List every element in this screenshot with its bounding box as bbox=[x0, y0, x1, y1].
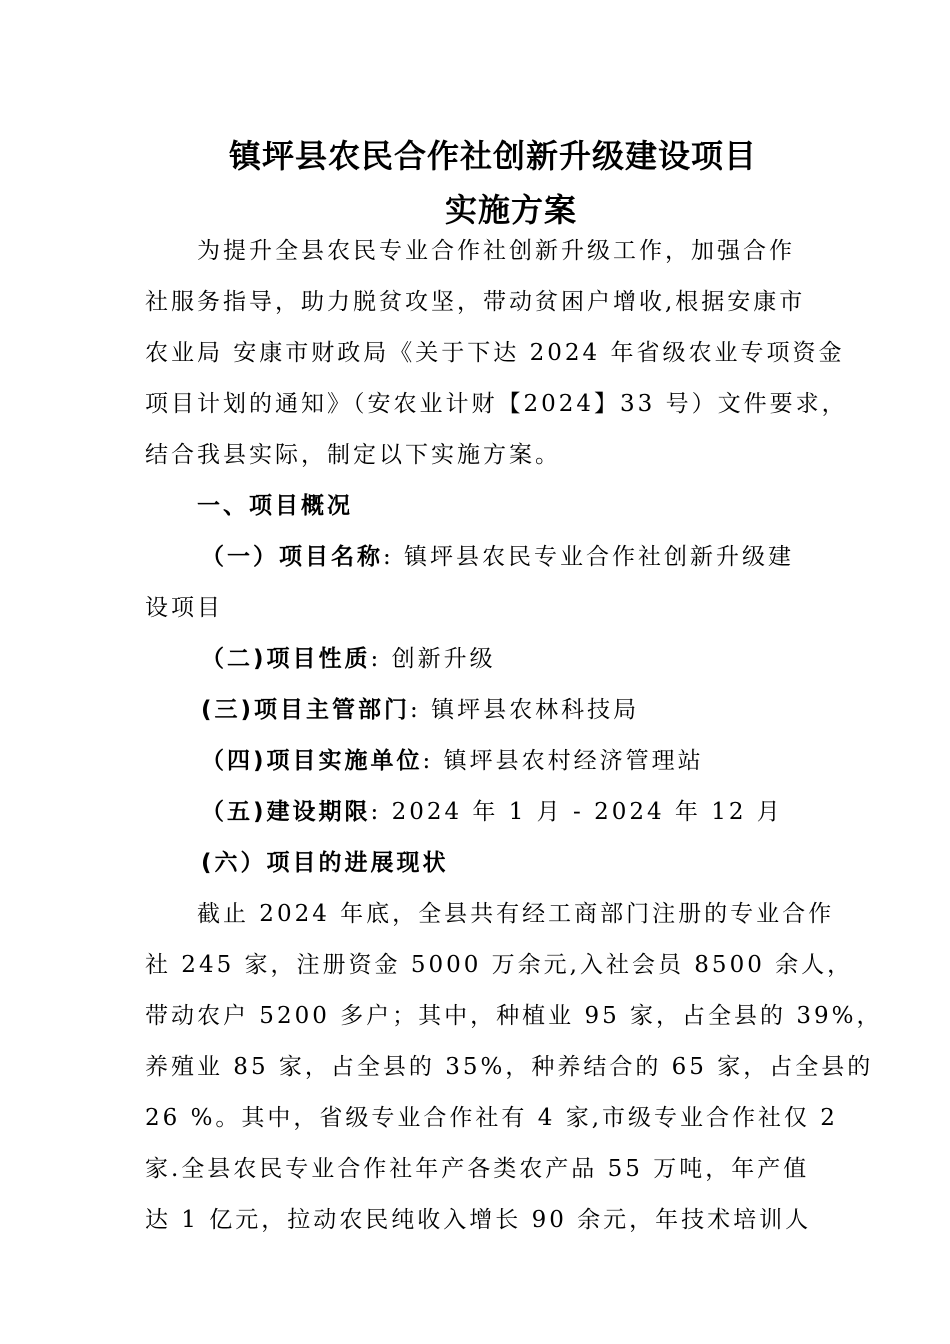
status-line-6: 家.全县农民专业合作社年产各类农产品 55 万吨，年产值 bbox=[145, 1156, 810, 1182]
status-line-3: 带动农户 5200 多户；其中，种植业 95 家，占全县的 39%， bbox=[145, 1003, 883, 1029]
item-nature-label: （二)项目性质 bbox=[201, 646, 371, 672]
item-name-row bbox=[145, 532, 815, 583]
item-nature-value: : 创新升级 bbox=[370, 646, 496, 672]
status-line-4: 养殖业 85 家，占全县的 35%，种养结合的 65 家，占全县的 bbox=[145, 1054, 874, 1080]
item-status-heading: (六）项目的进展现状 bbox=[201, 850, 449, 876]
item-dept-label: (三)项目主管部门 bbox=[201, 697, 411, 723]
status-line-7: 达 1 亿元，拉动农民纯收入增长 90 余元，年技术培训人 bbox=[145, 1207, 812, 1233]
item-period-label: （五)建设期限 bbox=[201, 799, 371, 825]
status-line-1: 截止 2024 年底，全县共有经工商部门注册的专业合作 bbox=[197, 901, 835, 927]
intro-line-3: 农业局 安康市财政局《关于下达 2024 年省级农业专项资金 bbox=[145, 340, 845, 366]
item-dept-value: : 镇坪县农林科技局 bbox=[410, 697, 640, 723]
item-name-label: （一）项目名称 bbox=[201, 544, 383, 570]
item-unit-row bbox=[145, 736, 815, 787]
item-period-value: : 2024 年 1 月 - 2024 年 12 月 bbox=[370, 799, 783, 825]
item-name-value: : 镇坪县农民专业合作社创新升级建 bbox=[383, 544, 795, 570]
document-title-line1: 镇坪县农民合作社创新升级建设项目 bbox=[228, 137, 757, 175]
intro-line-5: 结合我县实际，制定以下实施方案。 bbox=[145, 442, 561, 468]
item-period-row bbox=[145, 787, 815, 838]
item-nature-row bbox=[145, 634, 815, 685]
intro-line-1: 为提升全县农民专业合作社创新升级工作，加强合作 bbox=[197, 238, 795, 264]
section1-heading: 一、项目概况 bbox=[197, 493, 353, 519]
item-unit-value: : 镇坪县农村经济管理站 bbox=[422, 748, 704, 774]
item-unit-label: （四)项目实施单位 bbox=[201, 748, 423, 774]
item-dept-row bbox=[145, 685, 815, 736]
document-body bbox=[145, 226, 883, 1246]
status-line-2: 社 245 家，注册资金 5000 万余元,入社会员 8500 余人， bbox=[145, 952, 854, 978]
intro-line-2: 社服务指导，助力脱贫攻坚，带动贫困户增收,根据安康市 bbox=[145, 289, 806, 315]
intro-line-4: 项目计划的通知》（安农业计财【2024】33 号）文件要求， bbox=[145, 391, 848, 417]
item-name-value-cont: 设项目 bbox=[145, 595, 223, 621]
status-line-5: 26 %。其中，省级专业合作社有 4 家,市级专业合作社仅 2 bbox=[145, 1105, 838, 1131]
document-title-line2: 实施方案 bbox=[444, 191, 577, 229]
